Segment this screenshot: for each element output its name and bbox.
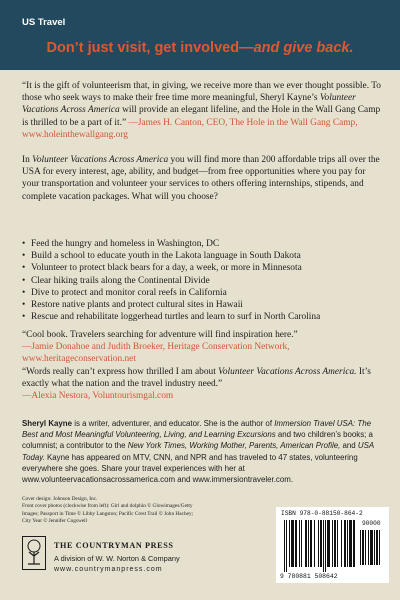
- bio-publication: USA Today.: [22, 441, 374, 462]
- bio-publications: New York Times, Working Mother, Parents, American Profile,: [127, 441, 341, 451]
- quote-donahoe: [22, 329, 384, 366]
- publisher-logo-icon: [22, 536, 46, 570]
- barcode-bar: [337, 520, 338, 567]
- book-title: Volunteer Vacations Across America: [22, 93, 356, 116]
- list-item: • Build a school to educate youth in the Lakota language in South Dakota: [22, 250, 384, 262]
- isbn-label: ISBN 978-0-88150-864-2: [281, 510, 363, 517]
- list-item: • Restore native plants and protect cultural sites in Hawaii: [22, 299, 384, 311]
- barcode-bar: [286, 520, 287, 572]
- quote-nestora: [22, 366, 384, 403]
- barcode-bar: [299, 520, 300, 567]
- barcode-bar: [376, 530, 378, 565]
- book-title: Volunteer Vacations Across America.: [218, 367, 357, 377]
- barcode-bar: [360, 530, 361, 565]
- barcode-bar: [370, 530, 373, 565]
- barcode-bar: [349, 520, 352, 567]
- barcode-bar: [353, 520, 355, 567]
- barcode-bar: [334, 520, 336, 567]
- barcode-bar: [318, 520, 319, 567]
- barcode-bar: [295, 520, 297, 567]
- barcode-bar: [374, 530, 375, 565]
- publisher-division: A division of W. W. Norton & Company: [54, 554, 180, 563]
- barcode-bar: [365, 530, 366, 565]
- barcode-bar: [379, 530, 380, 565]
- quote-text: “Cool book. Travelers searching for adventure will find inspiration here.”: [22, 330, 298, 340]
- addon-bars: [360, 530, 384, 570]
- barcode-bar: [368, 530, 369, 565]
- book-title: Volunteer Vacations Across America: [32, 155, 169, 165]
- bio-text: and: [340, 441, 358, 451]
- barcode-bar: [323, 520, 324, 572]
- bio-text: is a writer, adventurer, and educator. She is the author of: [72, 419, 275, 428]
- barcode-bar: [347, 520, 348, 567]
- price-code: 90000: [362, 520, 381, 527]
- intro-paragraph: [22, 154, 384, 203]
- tagline-italic: and give back.: [253, 40, 354, 56]
- barcode-bar: [305, 520, 307, 567]
- tagline-plain: Don’t just visit, get involved—: [46, 40, 254, 56]
- barcode-bar: [320, 520, 322, 567]
- quote-text: “It is the gift of volunteerism that, in giving, we receive more than we ever thought possible. To those who seek ways to make their free time more meaningful, Sheryl Kayne’s: [22, 81, 381, 104]
- photo-credits: [22, 496, 197, 526]
- publisher-name: THE COUNTRYMAN PRESS: [54, 541, 174, 550]
- barcode-bar: [344, 520, 346, 567]
- intro-text: you will find more than 200 affordable trips all over the USA for every interest, age, ability, and budget—from free opportunities where you pay for your transportation and volunteer your services to others offering internships, stipends, and complete vacation packages. What will you choose?: [22, 155, 380, 202]
- barcode-bar: [289, 520, 290, 567]
- publisher-website: www.countrymanpress.com: [54, 566, 163, 573]
- barcode-bar: [341, 520, 342, 567]
- barcode: [276, 507, 389, 583]
- list-item: • Feed the hungry and homeless in Washington, DC: [22, 238, 384, 250]
- bio-book-title: Immersion Travel USA: The Best and Most Meaningful Volunteering, Living, and Learning Excursions: [22, 419, 371, 440]
- barcode-bar: [332, 520, 333, 567]
- bio-text: Kayne has appeared on MTV, CNN, and NPR and has traveled to 47 states, volunteering everywhere she goes. Share your travel experiences with her at www.volunteervacationsacrossamerica.com and www.immersiontraveler.com.: [22, 452, 358, 485]
- header-band: [0, 0, 400, 70]
- tagline: [0, 40, 400, 56]
- barcode-bar: [310, 520, 312, 567]
- barcode-bar: [284, 520, 285, 572]
- quote-attribution: —James H. Canton, CEO, The Hole in the Wall Gang Camp, www.holeinthewallgang.org: [22, 117, 358, 140]
- intro-lead: In: [22, 155, 33, 165]
- quote-attribution: —Alexia Nestora, Voluntourismgal.com: [22, 391, 174, 402]
- quote-canton: [22, 80, 384, 141]
- barcode-bar: [325, 520, 326, 572]
- category-label: US Travel: [22, 17, 66, 28]
- barcode-bar: [308, 520, 309, 567]
- list-item: • Clear hiking trails along the Continental Divide: [22, 275, 384, 287]
- list-item: • Dive to protect and monitor coral reefs in California: [22, 287, 384, 299]
- barcode-bar: [362, 530, 364, 565]
- quote-text-continued: will provide an elegant lifeline, and the Hole in the Wall Gang Camp is thrilled to be a part of it.”: [22, 105, 381, 128]
- quote-text: “Words really can’t express how thrilled I am about: [22, 367, 219, 377]
- activity-list: [22, 238, 384, 323]
- cover-photo-credits: Front cover photos (clockwise from left): Girl and dolphin © Glowimages/Getty Images; Passport in Time © Libby Langston; Pacific Crest Trail © John Hachey; City Year © Jennifer Cogswell: [22, 503, 194, 525]
- cover-design-credit: Cover design: Johnson Design, Inc.: [22, 496, 98, 502]
- barcode-bar: [291, 520, 294, 567]
- list-item: • Volunteer to protect black bears for a day, a week, or more in Minnesota: [22, 262, 384, 274]
- ean-bars: [284, 520, 356, 572]
- author-bio: [22, 418, 382, 485]
- barcode-bar: [327, 520, 330, 567]
- quote-text-continued: It’s exactly what the nation and the travel industry need.”: [22, 367, 371, 390]
- bio-text: and two children’s books; a columnist; a contributor to the: [22, 430, 373, 451]
- quote-attribution: —Jamie Donahoe and Judith Broeker, Heritage Conservation Network, www.heritageconservation.net: [22, 342, 290, 365]
- barcode-number: 9 780881 508642: [280, 573, 338, 580]
- barcode-bar: [314, 520, 315, 567]
- barcode-bar: [301, 520, 302, 567]
- list-item: • Rescue and rehabilitate loggerhead turtles and learn to surf in North Carolina: [22, 311, 384, 323]
- author-name: Sheryl Kayne: [22, 419, 72, 428]
